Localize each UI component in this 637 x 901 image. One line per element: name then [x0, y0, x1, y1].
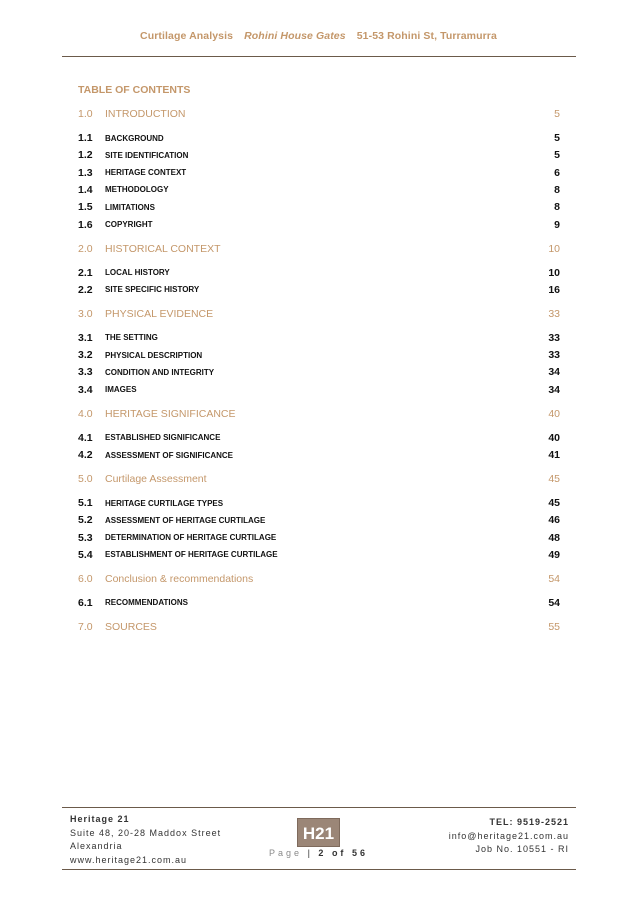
toc-subsection-row[interactable]: [78, 330, 560, 346]
toc-entry-number: 6.1: [78, 596, 93, 609]
toc-entry-number: 3.1: [78, 331, 93, 344]
toc-subsection-row[interactable]: [78, 130, 560, 146]
toc-entry-title: Curtilage Assessment: [105, 473, 207, 485]
toc-entry-number: 2.1: [78, 266, 93, 279]
toc-entry-page: 5: [554, 108, 560, 120]
toc-subsection-row[interactable]: [78, 165, 560, 181]
toc-section-row[interactable]: [78, 406, 560, 422]
toc-subsection-row[interactable]: [78, 364, 560, 380]
toc-entry-title: HERITAGE CURTILAGE TYPES: [105, 498, 224, 508]
toc-entry-number: 2.2: [78, 283, 93, 296]
toc-entry-title: BACKGROUND: [105, 133, 164, 143]
toc-subsection-row[interactable]: [78, 265, 560, 281]
toc-section-row[interactable]: [78, 619, 560, 635]
footer-divider-bottom: [62, 869, 576, 870]
toc-subsection-row[interactable]: [78, 347, 560, 363]
toc-subsection-row[interactable]: [78, 430, 560, 446]
toc-entry-title: CONDITION AND INTEGRITY: [105, 367, 215, 377]
toc-entry-number: 3.3: [78, 366, 93, 379]
toc-entry-page: 33: [548, 331, 560, 344]
toc-title: TABLE OF CONTENTS: [78, 84, 191, 96]
toc-entry-number: 1.6: [78, 218, 93, 231]
footer-address-line1: Suite 48, 20-28 Maddox Street: [70, 827, 222, 838]
toc-entry-title: SOURCES: [105, 620, 157, 633]
footer-email[interactable]: info@heritage21.com.au: [448, 830, 569, 841]
toc-entry-title: INTRODUCTION: [105, 108, 186, 120]
toc-entry-title: HERITAGE SIGNIFICANCE: [105, 407, 236, 420]
toc-entry-page: 41: [548, 449, 560, 461]
running-header: [0, 30, 637, 42]
toc-entry-title: IMAGES: [105, 385, 137, 395]
toc-entry-title: SITE SPECIFIC HISTORY: [105, 285, 200, 295]
toc-entry-title: HISTORICAL CONTEXT: [105, 242, 221, 255]
toc-entry-title: ASSESSMENT OF HERITAGE CURTILAGE: [105, 515, 266, 525]
toc-entry-title: ESTABLISHMENT OF HERITAGE CURTILAGE: [105, 550, 278, 560]
toc-entry-page: 54: [548, 572, 560, 585]
toc-entry-title: ASSESSMENT OF SIGNIFICANCE: [105, 450, 234, 460]
toc-entry-number: 3.2: [78, 349, 93, 362]
footer-website[interactable]: www.heritage21.com.au: [70, 854, 188, 865]
toc-entry-page: 34: [548, 383, 560, 396]
toc-subsection-row[interactable]: [78, 512, 560, 528]
toc-entry-title: Conclusion & recommendations: [105, 572, 254, 585]
logo-icon: [298, 819, 339, 846]
footer-contact-left: [70, 813, 221, 867]
toc-entry-title: LOCAL HISTORY: [105, 268, 170, 277]
toc-entry-number: 1.5: [78, 201, 93, 214]
toc-entry-page: 48: [548, 531, 560, 544]
logo-text: H21: [302, 824, 335, 843]
toc-subsection-row[interactable]: [78, 182, 560, 198]
page-current: 2: [318, 848, 327, 858]
toc-subsection-row[interactable]: [78, 199, 560, 215]
toc-entry-page: 8: [554, 183, 560, 196]
toc-entry-page: 10: [548, 266, 560, 279]
toc-subsection-row[interactable]: [78, 447, 560, 463]
toc-entry-number: 5.4: [78, 548, 93, 561]
toc-entry-title: PHYSICAL DESCRIPTION: [105, 350, 203, 360]
toc-subsection-row[interactable]: [78, 495, 560, 511]
toc-section-row[interactable]: [78, 471, 560, 487]
page-of: of: [331, 848, 347, 858]
header-document-type: Curtilage Analysis: [140, 30, 234, 42]
toc-entry-page: 5: [554, 149, 560, 162]
toc-section-row[interactable]: [78, 571, 560, 587]
toc-entry-page: 10: [548, 242, 560, 255]
toc-entry-page: 40: [548, 431, 560, 444]
toc-entry-page: 54: [548, 596, 560, 609]
toc-entry-title: PHYSICAL EVIDENCE: [105, 307, 214, 320]
toc-entry-number: 1.0: [78, 108, 93, 120]
footer-telephone: TEL: 9519-2521: [489, 817, 569, 827]
toc-entry-number: 1.2: [78, 149, 93, 162]
toc-entry-page: 55: [548, 620, 560, 633]
page-number: Page | 2 of 56: [269, 848, 368, 858]
toc-entry-page: 49: [548, 548, 560, 561]
toc-entry-number: 2.0: [78, 242, 93, 255]
toc-entry-number: 4.2: [78, 449, 93, 461]
toc-subsection-row[interactable]: [78, 282, 560, 298]
toc-subsection-row[interactable]: [78, 147, 560, 163]
header-divider: [62, 56, 576, 57]
footer-divider-top: [62, 807, 576, 808]
toc-entry-page: 33: [548, 349, 560, 362]
toc-entry-number: 1.4: [78, 183, 93, 196]
toc-entry-page: 45: [548, 497, 560, 509]
toc-entry-page: 33: [548, 307, 560, 320]
toc-entry-number: 7.0: [78, 620, 93, 633]
toc-entry-title: LIMITATIONS: [105, 202, 155, 212]
toc-entry-title: METHODOLOGY: [105, 185, 169, 195]
footer-job-number: Job No. 10551 - RI: [475, 844, 569, 854]
toc-subsection-row[interactable]: [78, 530, 560, 546]
toc-subsection-row[interactable]: [78, 547, 560, 563]
toc-entry-number: 5.0: [78, 473, 93, 485]
toc-entry-title: HERITAGE CONTEXT: [105, 168, 187, 178]
toc-entry-page: 40: [548, 407, 560, 420]
toc-subsection-row[interactable]: [78, 217, 560, 233]
toc-entry-number: 4.0: [78, 407, 93, 420]
toc-section-row[interactable]: [78, 106, 560, 122]
toc-entry-page: 8: [554, 201, 560, 214]
toc-entry-page: 16: [548, 283, 560, 296]
toc-entry-title: DETERMINATION OF HERITAGE CURTILAGE: [105, 533, 277, 543]
footer-contact-right: [449, 816, 569, 857]
toc-subsection-row[interactable]: [78, 382, 560, 398]
toc-entry-title: THE SETTING: [105, 333, 158, 343]
toc-entry-number: 6.0: [78, 572, 93, 585]
toc-subsection-row[interactable]: [78, 595, 560, 611]
footer-address-line2: Alexandria: [70, 841, 123, 851]
page-label: Page: [269, 848, 303, 858]
footer-company: Heritage 21: [70, 814, 130, 824]
toc-entry-number: 5.3: [78, 531, 93, 544]
page-total: 56: [351, 848, 368, 858]
header-address: 51-53 Rohini St, Turramurra: [356, 30, 497, 42]
toc-entry-page: 46: [548, 514, 560, 527]
heritage21-logo: [297, 818, 340, 847]
toc-entry-page: 9: [554, 218, 560, 231]
toc-entry-number: 4.1: [78, 431, 93, 444]
toc-entry-number: 1.1: [78, 132, 93, 144]
toc-entry-number: 5.2: [78, 514, 93, 527]
toc-entry-number: 3.0: [78, 307, 93, 320]
toc-section-row[interactable]: [78, 306, 560, 322]
toc-entry-page: 6: [554, 166, 560, 179]
toc-entry-title: SITE IDENTIFICATION: [105, 150, 189, 160]
toc-entry-page: 5: [554, 132, 560, 144]
toc-entry-number: 1.3: [78, 166, 93, 179]
toc-section-row[interactable]: [78, 241, 560, 257]
toc-entry-number: 5.1: [78, 497, 93, 509]
toc-entry-page: 45: [548, 473, 560, 485]
header-project-name: Rohini House Gates: [244, 30, 346, 42]
toc-entry-title: RECOMMENDATIONS: [105, 598, 188, 608]
toc-entry-number: 3.4: [78, 383, 93, 396]
toc-entry-title: COPYRIGHT: [105, 220, 153, 229]
toc-entry-page: 34: [548, 366, 560, 379]
toc-entry-title: ESTABLISHED SIGNIFICANCE: [105, 433, 221, 443]
